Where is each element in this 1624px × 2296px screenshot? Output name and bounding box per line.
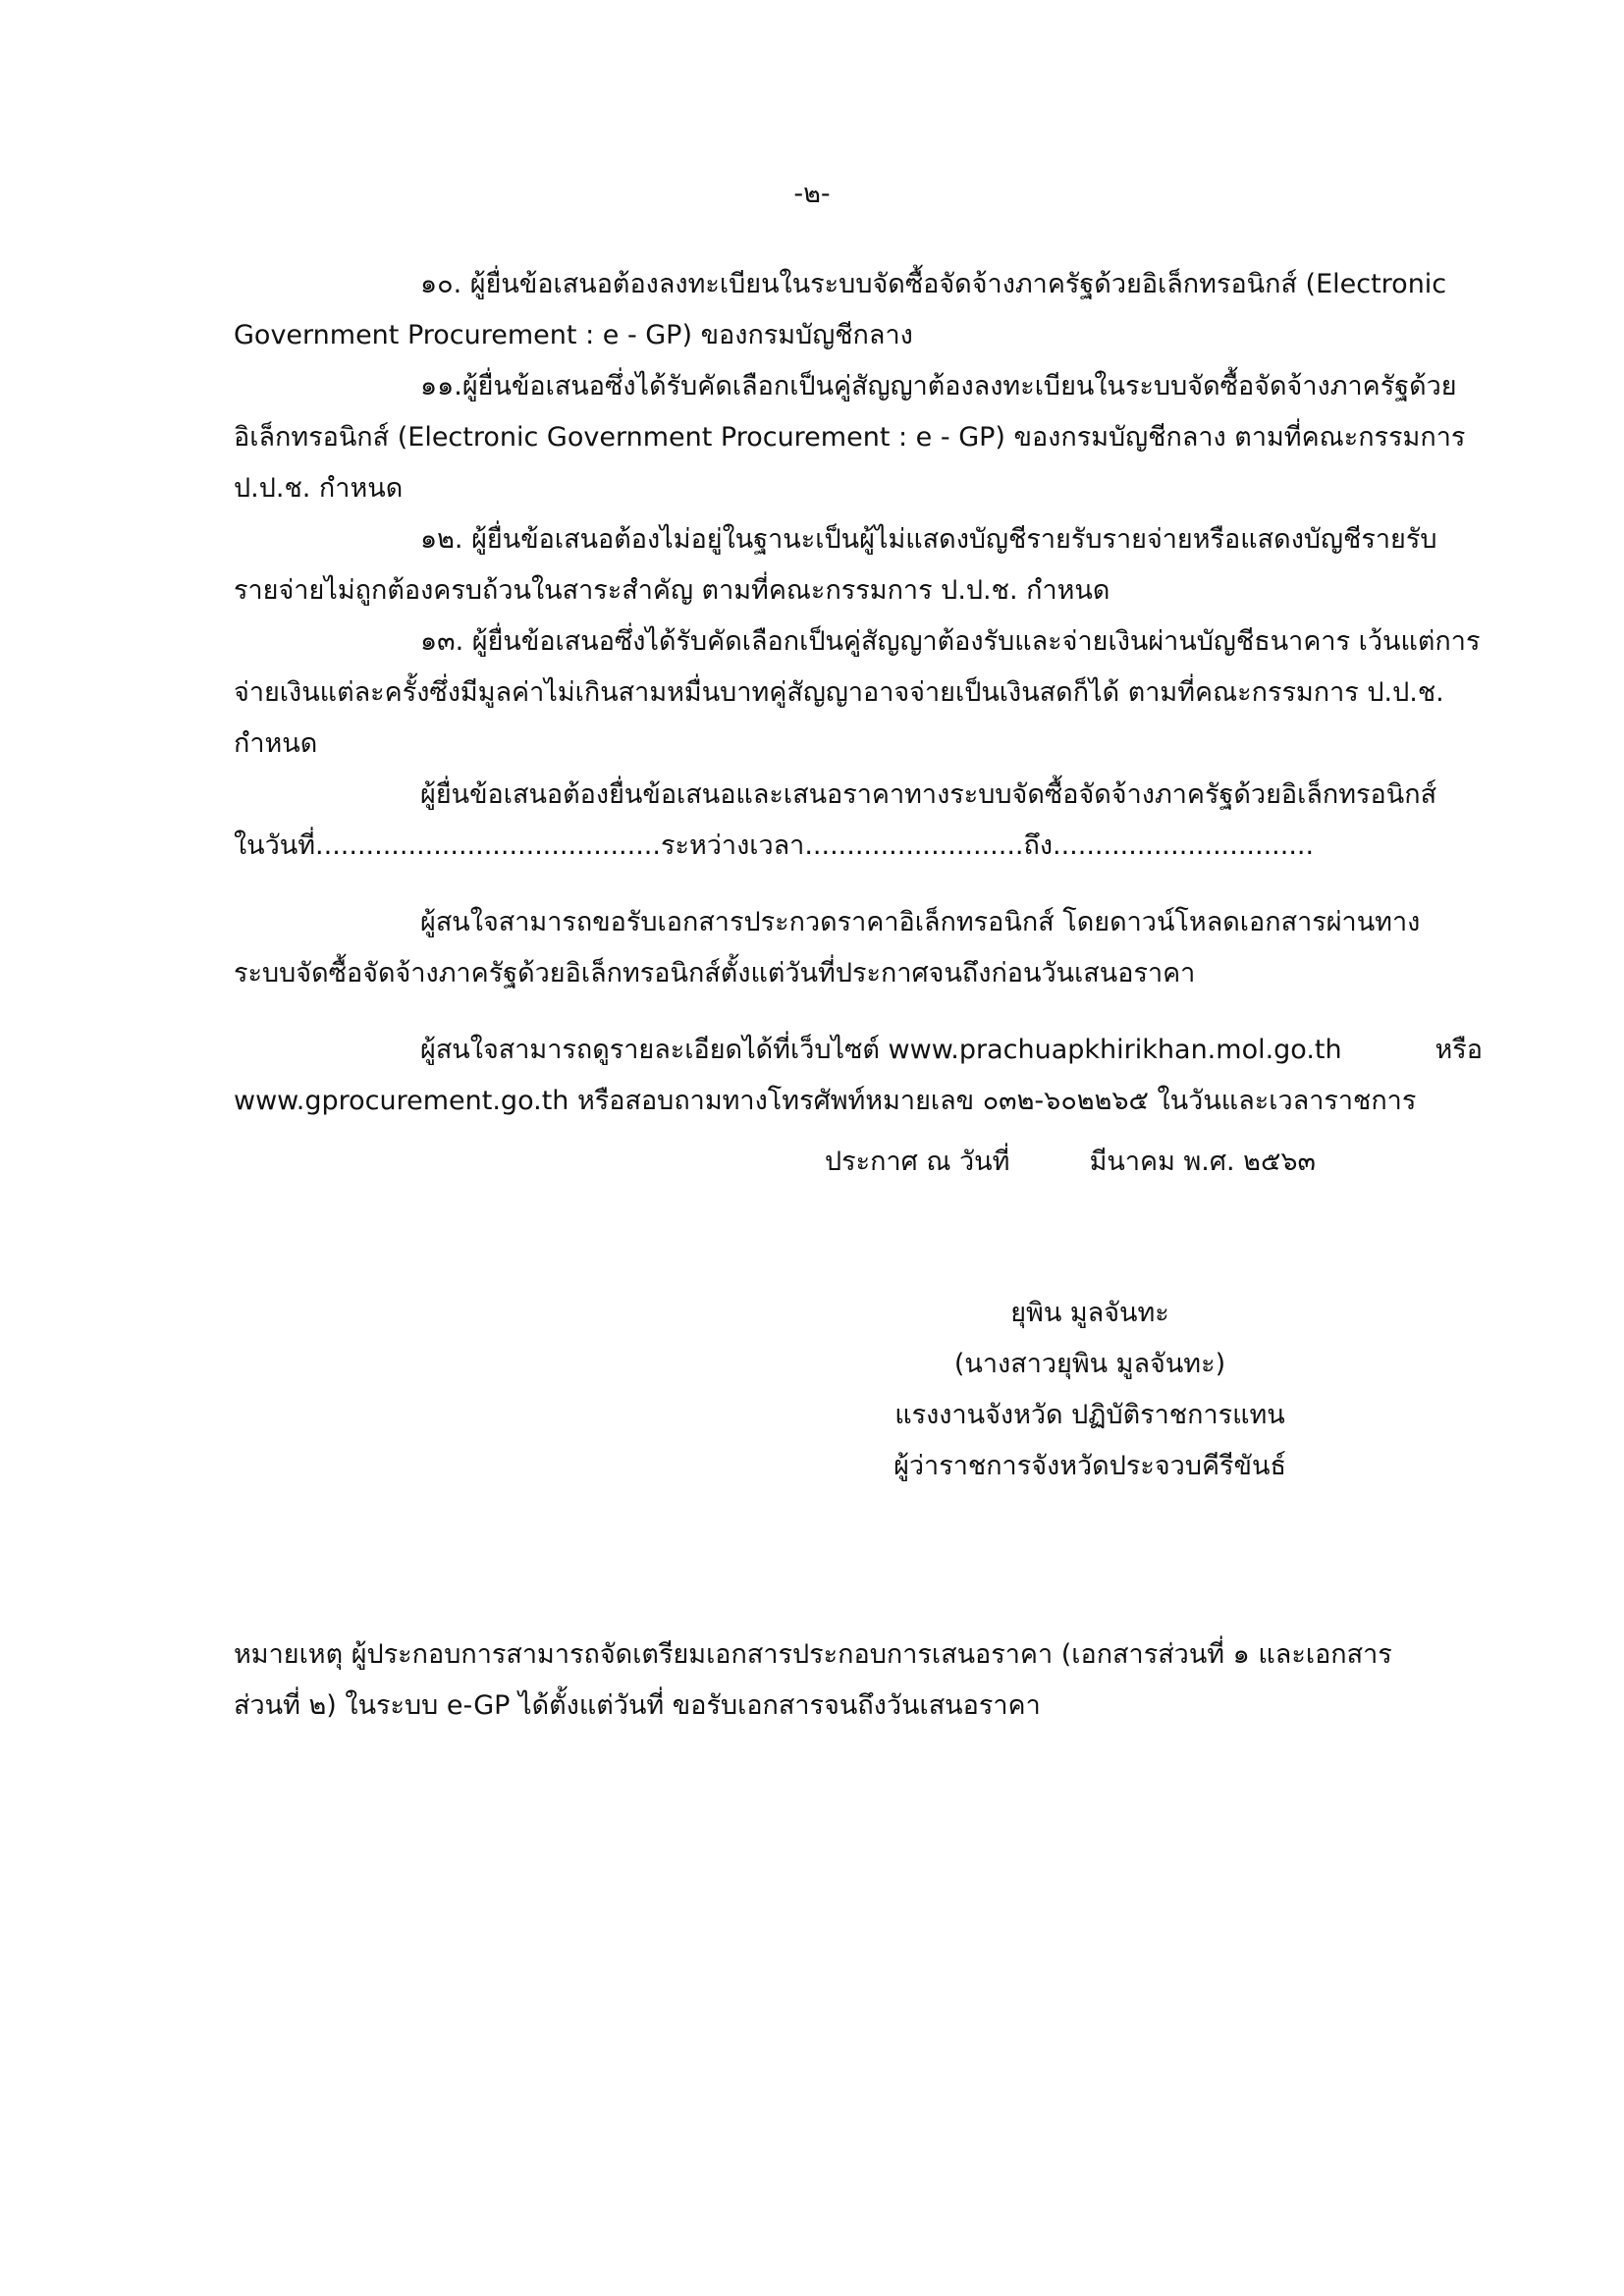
item-12-line-1: ๑๒. ผู้ยื่นข้อเสนอต้องไม่อยู่ในฐานะเป็นผู้ไม่แสดงบัญชีรายรับรายจ่ายหรือแสดงบัญชีรายรับ (420, 524, 1437, 555)
spacer (234, 999, 1483, 1025)
signature-block (864, 1288, 1316, 1492)
item-13-line-1: ๑๓. ผู้ยื่นข้อเสนอซึ่งได้รับคัดเลือกเป็นคู่สัญญาต้องรับและจ่ายเงินผ่านบัญชีธนาคาร เว้นแต่การ (420, 626, 1481, 657)
signed-name: ยุพิน มูลจันทะ (1010, 1298, 1169, 1328)
submission-line-1: ผู้ยื่นข้อเสนอต้องยื่นข้อเสนอและเสนอราคาทางระบบจัดซื้อจัดจ้างภาครัฐด้วยอิเล็กทรอนิกส์ (420, 779, 1437, 810)
website-paragraph (234, 1025, 1483, 1127)
remark-line-2: ส่วนที่ ๒) ในระบบ e-GP ได้ตั้งแต่วันที่ ขอรับเอกสารจนถึงวันเสนอราคา (234, 1690, 1041, 1721)
item-11 (234, 361, 1483, 514)
website-line-1-text: ผู้สนใจสามารถดูรายละเอียดได้ที่เว็บไซต์ www.prachuapkhirikhan.mol.go.th (420, 1035, 1342, 1065)
item-12-line-2: รายจ่ายไม่ถูกต้องครบถ้วนในสาระสำคัญ ตามที่คณะกรรมการ ป.ป.ช. กำหนด (234, 575, 1110, 606)
signer-role: ผู้ว่าราชการจังหวัดประจวบคีรีขันธ์ (893, 1451, 1286, 1481)
item-10-line-1: ๑๐. ผู้ยื่นข้อเสนอต้องลงทะเบียนในระบบจัดซื้อจัดจ้างภาครัฐด้วยอิเล็กทรอนิกส์ (Electronic (420, 269, 1447, 299)
page-number: -๒- (793, 179, 831, 209)
item-13 (234, 616, 1483, 770)
item-13-line-2: จ่ายเงินแต่ละครั้งซึ่งมีมูลค่าไม่เกินสามหมื่นบาทคู่สัญญาอาจจ่ายเป็นเงินสดก็ได้ ตามที่คณะกรรมการ ป.ป.ช. (234, 677, 1444, 708)
signer-position: แรงงานจังหวัด ปฏิบัติราชการแทน (894, 1400, 1285, 1430)
download-line-1: ผู้สนใจสามารถขอรับเอกสารประกวดราคาอิเล็กทรอนิกส์ โดยดาวน์โหลดเอกสารผ่านทาง (420, 907, 1421, 937)
signer-full-name: (นางสาวยุพิน มูลจันทะ) (953, 1349, 1226, 1379)
remark-line-1: หมายเหตุ ผู้ประกอบการสามารถจัดเตรียมเอกสารประกอบการเสนอราคา (เอกสารส่วนที่ ๑ และเอกสาร (234, 1639, 1392, 1670)
item-12 (234, 514, 1483, 616)
item-10 (234, 259, 1483, 361)
submission-line-2: ในวันที่.........................................ระหว่างเวลา..........................ถึง............................... (234, 830, 1315, 861)
item-11-line-1: ๑๑.ผู้ยื่นข้อเสนอซึ่งได้รับคัดเลือกเป็นคู่สัญญาต้องลงทะเบียนในระบบจัดซื้อจัดจ้างภาครัฐด้วย (420, 371, 1457, 401)
item-11-line-3: ป.ป.ช. กำหนด (234, 473, 404, 504)
item-13-line-3: กำหนด (234, 728, 318, 759)
download-paragraph (234, 897, 1483, 999)
announcement-date (825, 1137, 1316, 1188)
download-line-2: ระบบจัดซื้อจัดจ้างภาครัฐด้วยอิเล็กทรอนิกส์ตั้งแต่วันที่ประกาศจนถึงก่อนวันเสนอราคา (234, 958, 1196, 988)
submission-paragraph (234, 770, 1483, 872)
document-body (234, 259, 1483, 1127)
item-11-line-2: อิเล็กทรอนิกส์ (Electronic Government Procurement : e - GP) ของกรมบัญชีกลาง ตามที่คณะกรรมการ (234, 422, 1466, 453)
item-10-line-2: Government Procurement : e - GP) ของกรมบัญชีกลาง (234, 320, 913, 350)
website-line-2: www.gprocurement.go.th หรือสอบถามทางโทรศัพท์หมายเลข ๐๓๒-๖๐๒๒๖๕ ในวันและเวลาราชการ (234, 1086, 1417, 1116)
announcement-prefix: ประกาศ ณ วันที่ (825, 1147, 1010, 1177)
spacer (234, 872, 1483, 897)
website-line-1-or: หรือ (1435, 1035, 1483, 1065)
remark (234, 1629, 1483, 1732)
website-line-1 (234, 1025, 1483, 1076)
announcement-month-year: มีนาคม พ.ศ. ๒๕๖๓ (1089, 1147, 1316, 1177)
